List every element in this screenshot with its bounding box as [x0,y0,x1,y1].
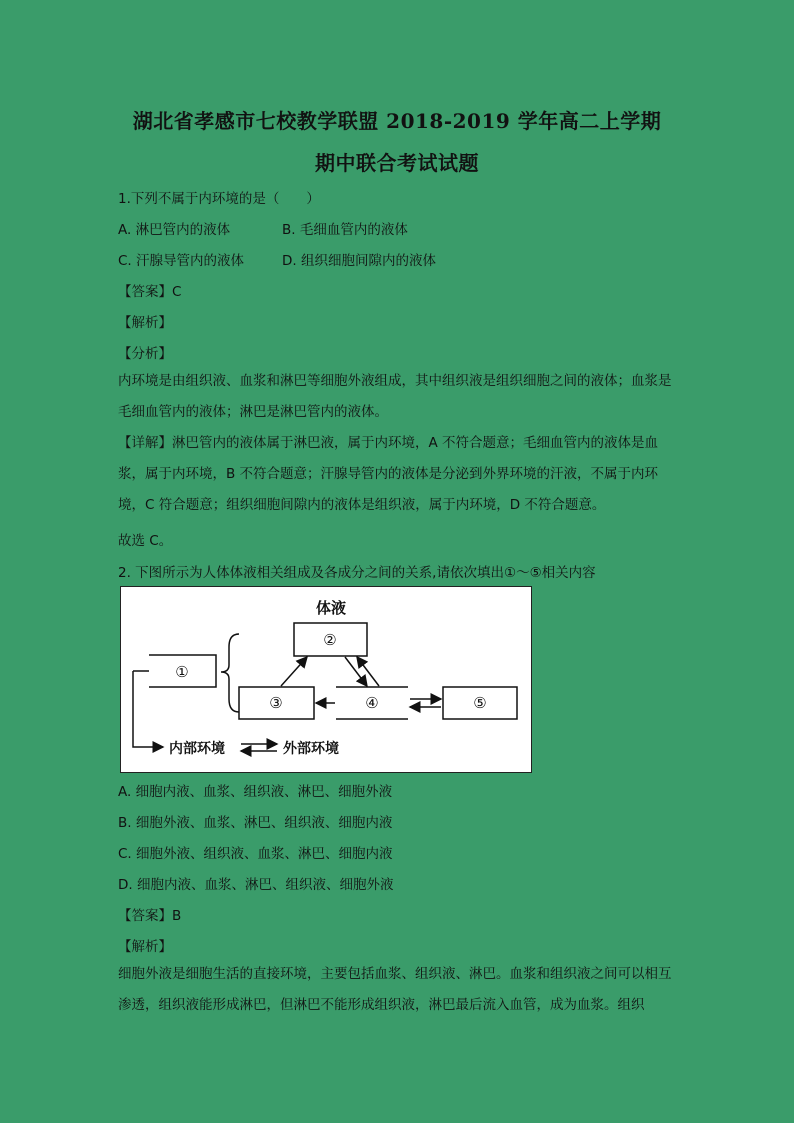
q1-conclusion: 故选 C。 [118,533,173,549]
q1-detail-text: 【详解】淋巴管内的液体属于淋巴液，属于内环境，A 不符合题意；毛细血管内的液体是血浆，属于内环境，B 不符合题意；汗腺导管内的液体是分泌到外界环境的汗液，不属于内环境，C 符合题意；组织细胞间隙内的液体是组织液，属于内环境，D 不符合题意。 [118,435,659,513]
q1-answer: 【答案】C [118,284,182,300]
brace [221,634,239,712]
page-title-line2: 期中联合考试试题 [315,151,479,175]
q1-fenxi-label: 【分析】 [118,346,172,362]
q1-option-a: A. 淋巴管内的液体 [118,222,231,238]
arrow-4-to-2 [357,657,379,686]
q2-option-a: A. 细胞内液、血浆、组织液、淋巴、细胞外液 [118,784,393,800]
q2-answer: 【答案】B [118,908,182,924]
page-title-line1: 湖北省孝感市七校教学联盟 2018-2019 学年高二上学期 [132,109,662,133]
q2-analysis-label: 【解析】 [118,939,172,955]
q1-option-b: B. 毛细血管内的液体 [282,222,408,238]
diagram-top-label: 体液 [315,599,347,617]
q1-fenxi-text: 内环境是由组织液、血浆和淋巴等细胞外液组成，其中组织液是组织细胞之间的液体；血浆是毛细血管内的液体；淋巴是淋巴管内的液体。 [118,373,672,420]
external-env-label: 外部环境 [283,741,339,757]
box-3-label: ③ [269,694,283,712]
q1-option-d: D. 组织细胞间隙内的液体 [282,253,436,269]
body-fluid-diagram [120,586,532,773]
q2-stem: 2. 下图所示为人体体液相关组成及各成分之间的关系,请依次填出①～⑤相关内容 [118,565,596,581]
q2-option-d: D. 细胞内液、血浆、淋巴、组织液、细胞外液 [118,877,394,893]
q1-option-c: C. 汗腺导管内的液体 [118,253,245,269]
q1-analysis-label: 【解析】 [118,315,172,331]
diagram-svg [121,587,531,772]
box-5-label: ⑤ [473,694,487,712]
q2-option-b: B. 细胞外液、血浆、淋巴、组织液、细胞内液 [118,815,393,831]
box-4-label: ④ [365,694,379,712]
arrow-1-to-internal [133,671,163,747]
q2-option-c: C. 细胞外液、组织液、血浆、淋巴、细胞内液 [118,846,393,862]
arrow-2-to-4 [345,657,367,686]
q1-stem: 1.下列不属于内环境的是（ ） [118,191,320,207]
q2-analysis-text: 细胞外液是细胞生活的直接环境，主要包括血浆、组织液、淋巴。血浆和组织液之间可以相互渗透，组织液能形成淋巴，但淋巴不能形成组织液，淋巴最后流入血管，成为血浆。组织 [118,966,672,1013]
box-2-label: ② [323,631,337,649]
box-1-label: ① [175,663,189,681]
arrow-3-to-2 [281,657,307,686]
internal-env-label: 内部环境 [169,741,225,757]
